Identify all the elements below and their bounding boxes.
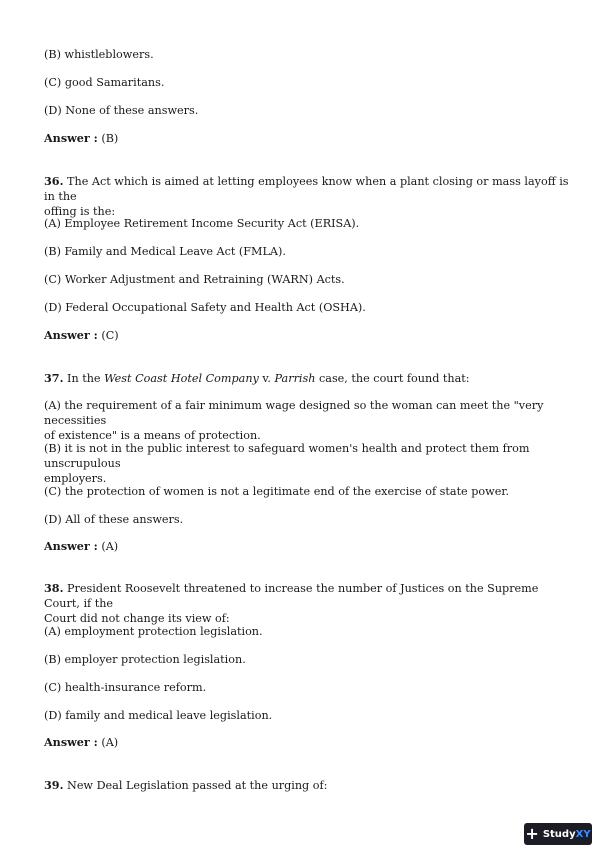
option-c: (C) the protection of women is not a legitimate end of the exercise of state power. [44,485,510,498]
option-a: (A) Employee Retirement Income Security Act (ERISA). [44,217,360,230]
question-text: New Deal Legislation passed at the urging of: [63,779,328,792]
case-name: West Coast Hotel Company [104,372,259,385]
brand-text: Study [542,828,576,840]
question-number: 37. [44,371,64,385]
answer [44,131,574,146]
option-a: (A) employment protection legislation. [44,625,263,638]
question-39 [44,778,574,793]
option-d: (D) All of these answers. [44,513,184,526]
option-d: (D) None of these answers. [44,104,199,117]
question-text: v. [258,372,275,385]
option-c: (C) health-insurance reform. [44,681,207,694]
brand-text-accent: XY [575,828,591,840]
answer-label: Answer : [44,328,98,342]
option-text: employers. [44,472,107,485]
option-b: (B) whistleblowers. [44,48,154,61]
plus-icon: + [525,824,539,843]
question-text: Court did not change its view of: [44,612,230,625]
case-name: Parrish [274,372,316,385]
option-c: (C) Worker Adjustment and Retraining (WARN) Acts. [44,273,345,286]
option-a [44,398,574,443]
question-text: offing is the: [44,205,116,218]
option-b [44,441,574,486]
answer-label: Answer : [44,735,98,749]
question-text: The Act which is aimed at letting employees know when a plant closing or mass layoff is in the [44,175,569,203]
option-b: (B) employer protection legislation. [44,653,246,666]
brand-logo [543,829,591,840]
question-36 [44,174,574,219]
studyxy-badge[interactable] [524,823,592,845]
question-text: In the [63,372,105,385]
answer-value: (C) [97,329,119,342]
answer-value: (A) [97,540,119,553]
answer-label: Answer : [44,539,98,553]
option-text: of existence" is a means of protection. [44,429,261,442]
question-number: 39. [44,778,64,792]
option-d: (D) Federal Occupational Safety and Health Act (OSHA). [44,301,366,314]
option-text: (A) the requirement of a fair minimum wage designed so the woman can meet the "very necessities [44,399,544,427]
question-38 [44,581,574,626]
answer-value: (A) [97,736,119,749]
option-text: (B) it is not in the public interest to safeguard women's health and protect them from unscrupulous [44,442,530,470]
answer-label: Answer : [44,131,98,145]
question-text: case, the court found that: [315,372,470,385]
answer [44,328,574,343]
answer [44,735,574,750]
question-text: President Roosevelt threatened to increase the number of Justices on the Supreme Court, if the [44,582,539,610]
question-number: 38. [44,581,64,595]
option-c: (C) good Samaritans. [44,76,165,89]
question-37 [44,371,574,386]
answer [44,539,574,554]
option-b: (B) Family and Medical Leave Act (FMLA). [44,245,286,258]
question-number: 36. [44,174,64,188]
option-d: (D) family and medical leave legislation. [44,709,273,722]
answer-value: (B) [97,132,119,145]
